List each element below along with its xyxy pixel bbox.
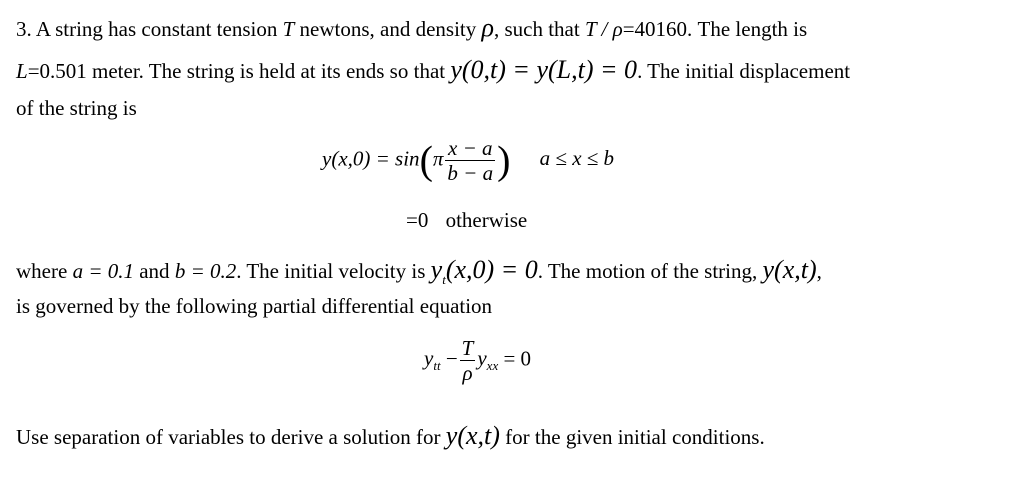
intro-text-d: . The length is [687,17,808,41]
pde-equation [424,336,531,385]
and-text: and [139,259,170,283]
final-text-b: for the given initial conditions. [505,425,765,449]
initial-displacement-equation [322,136,614,185]
problem-number: 3. [16,17,32,41]
boundary-condition: y(0,t) = y(L,t) = 0 [450,55,638,84]
string-text: of the string is [16,96,137,120]
otherwise-text: otherwise [445,208,528,232]
ratio-equals: = [622,17,635,41]
motion-text: . The motion of the string, [537,259,758,283]
b-value: b = 0.2 [174,259,237,283]
pde-yxx: $y_{xx}$ [477,346,499,374]
ratio-expression: T / ρ [584,17,623,41]
intro-text-b: newtons, and density [299,17,477,41]
ic-fraction-numerator: x − a [445,136,495,161]
pde-fraction-denominator: ρ [462,361,473,385]
velocity-expression: $y_t(x,0) = 0$ [430,255,538,288]
pde-minus: − [445,346,458,371]
final-text-a: Use separation of variables to derive a solution for [16,425,441,449]
intro-text-c: , such that [493,17,580,41]
problem-line-2 [16,56,850,85]
a-value: a = 0.1 [72,259,134,283]
length-value: =0.501 [27,59,87,83]
problem-line-governed [16,292,492,320]
length-symbol: L [16,59,28,83]
problem-line-where [16,256,822,294]
final-expression: y(x,t) [445,421,500,450]
where-text: where [16,259,68,283]
ic-lhs: y(x,0) = sin [322,146,420,171]
otherwise-line [406,208,527,233]
pde-fraction-numerator: T [461,336,474,360]
pde-rhs: = 0 [503,346,532,371]
problem-line-1 [16,14,807,43]
velocity-text: . The initial velocity is [236,259,426,283]
governed-text: is governed by the following partial differential equation [16,294,493,318]
length-unit-text: meter. The string is held at its ends so that [92,59,446,83]
intro-text-a: A string has constant tension [35,17,278,41]
boundary-tail: . The initial displacement [637,59,851,83]
left-paren: ( [419,137,433,183]
pi-symbol: π [432,146,444,171]
ic-condition: a ≤ x ≤ b [539,146,615,171]
right-paren: ) [497,137,511,183]
ic-fraction-denominator: b − a [447,161,494,185]
otherwise-value: =0 [406,208,429,232]
pde-fraction [460,336,476,385]
problem-line-final [16,422,765,451]
tension-symbol: T [282,17,295,41]
motion-expression: y(x,t) [762,255,817,284]
problem-line-3 [16,94,137,122]
motion-tail: , [816,259,822,283]
ratio-value: 40160 [634,17,688,41]
pde-ytt: $y_{tt}$ [424,346,441,374]
density-symbol: ρ [481,13,494,42]
ic-fraction [445,136,495,185]
